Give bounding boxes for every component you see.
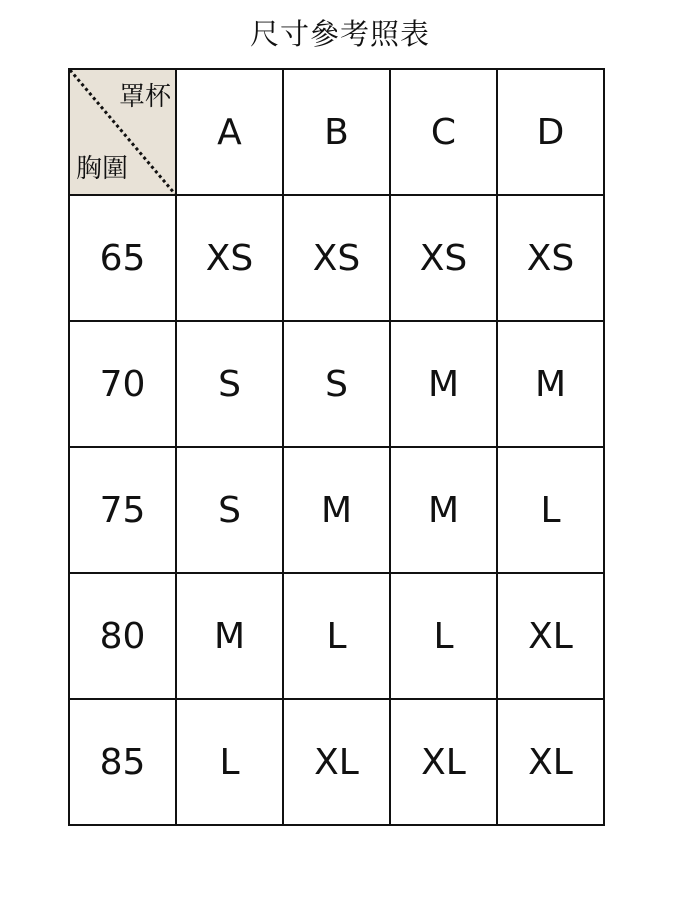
size-cell: S	[176, 447, 283, 573]
size-cell: M	[390, 321, 497, 447]
size-cell: XL	[283, 699, 390, 825]
size-cell: XS	[390, 195, 497, 321]
size-cell: L	[390, 573, 497, 699]
size-cell: XS	[497, 195, 604, 321]
table-row	[69, 195, 604, 321]
size-cell: L	[176, 699, 283, 825]
bust-label: 胸圍	[76, 154, 129, 184]
size-cell: XS	[176, 195, 283, 321]
size-cell: XS	[283, 195, 390, 321]
table-row	[69, 699, 604, 825]
cup-label: 罩杯	[118, 82, 171, 112]
size-cell: M	[497, 321, 604, 447]
row-header-bust: 80	[69, 573, 176, 699]
size-cell: M	[283, 447, 390, 573]
size-cell: L	[283, 573, 390, 699]
column-header-cup: A	[176, 69, 283, 195]
table-row	[69, 321, 604, 447]
size-chart-table	[68, 68, 605, 826]
page-title: 尺寸參考照表	[249, 17, 430, 51]
table-row	[69, 447, 604, 573]
size-cell: XL	[390, 699, 497, 825]
row-header-bust: 85	[69, 699, 176, 825]
row-header-bust: 70	[69, 321, 176, 447]
size-cell: S	[176, 321, 283, 447]
size-cell: XL	[497, 699, 604, 825]
column-header-cup: D	[497, 69, 604, 195]
size-cell: S	[283, 321, 390, 447]
table-row	[69, 573, 604, 699]
corner-header-cell	[69, 69, 176, 195]
row-header-bust: 65	[69, 195, 176, 321]
column-header-cup: C	[390, 69, 497, 195]
size-cell: XL	[497, 573, 604, 699]
column-header-cup: B	[283, 69, 390, 195]
table-header-row	[69, 69, 604, 195]
size-cell: L	[497, 447, 604, 573]
size-cell: M	[176, 573, 283, 699]
size-cell: M	[390, 447, 497, 573]
row-header-bust: 75	[69, 447, 176, 573]
